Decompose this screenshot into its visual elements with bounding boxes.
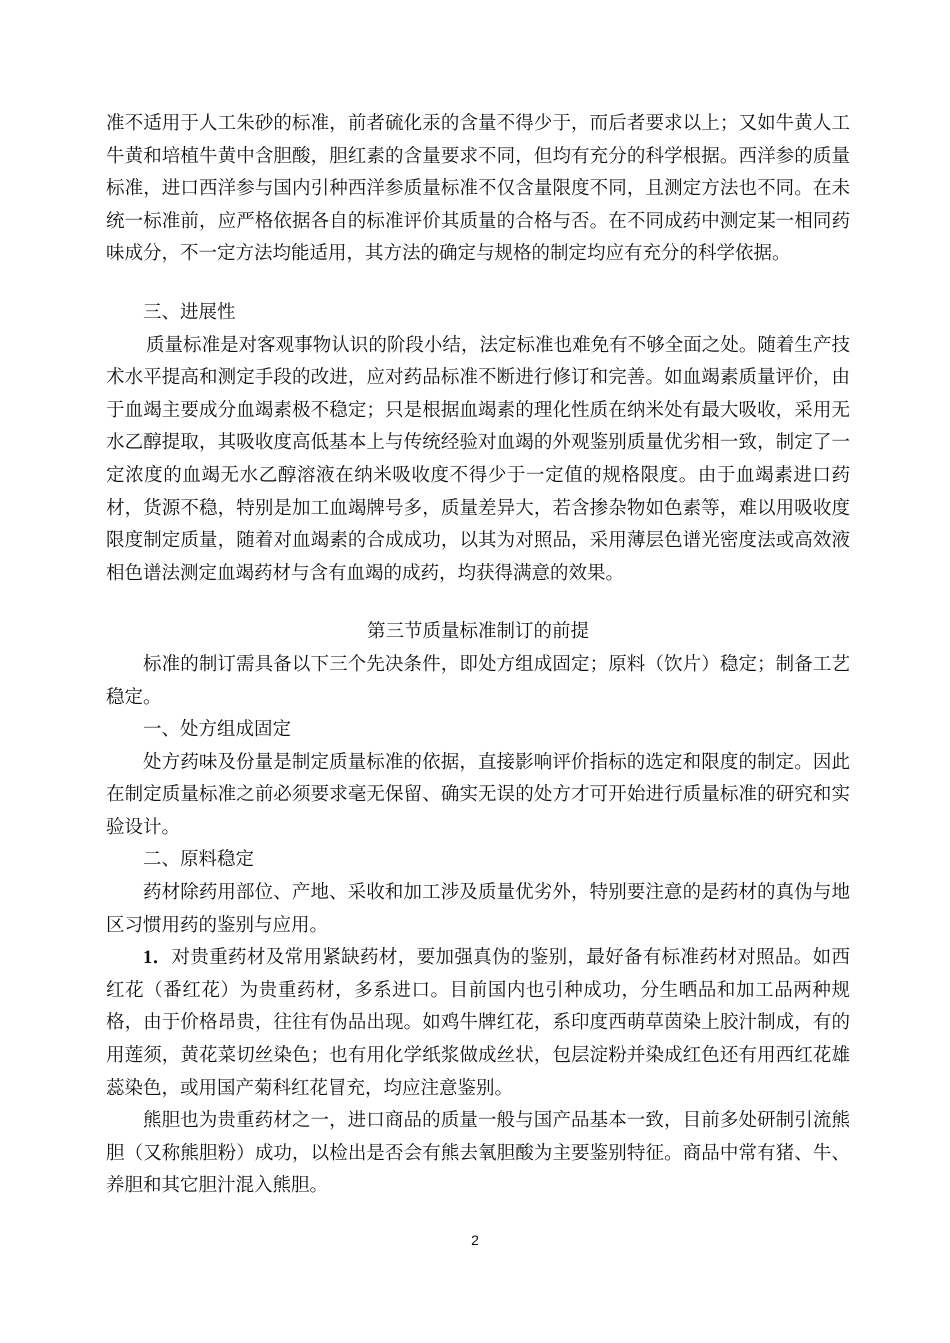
paragraph-raw-material: 药材除药用部位、产地、采收和加工涉及质量优劣外，特别要注意的是药材的真伪与地区习惯用药的鉴别与应用。 bbox=[106, 882, 850, 936]
paragraph-prescription: 处方药味及份量是制定质量标准的依据，直接影响评价指标的选定和限度的制定。因此在制定质量标准之前必须要求毫无保留、确实无误的处方才可开始进行质量标准的研究和实验设计。 bbox=[106, 751, 850, 838]
paragraph-continued: 准不适用于人工朱砂的标准，前者硫化汞的含量不得少于，而后者要求以上；又如牛黄人工牛黄和培植牛黄中含胆酸，胆红素的含量要求不同，但均有充分的科学根据。西洋参的质量标准，进口西洋参与国内引种西洋参质量标准不仅含量限度不同，且测定方法也不同。在未统一标准前，应严格依据各自的标准评价其质量的合格与否。在不同成药中测定某一相同药味成分，不一定方法均能适用，其方法的确定与规格的制定均应有充分的科学依据。 bbox=[106, 113, 850, 265]
page-body bbox=[106, 108, 850, 1203]
paragraph-progress: 质量标准是对客观事物认识的阶段小结，法定标准也难免有不够全面之处。随着生产技术水平提高和测定手段的改进，应对药品标准不断进行修订和完善。如血竭素质量评价，由于血竭主要成分血竭素极不稳定；只是根据血竭素的理化性质在纳米处有最大吸收，采用无水乙醇提取，其吸收度高低基本上与传统经验对血竭的外观鉴别质量优劣相一致，制定了一定浓度的血竭无水乙醇溶液在纳米吸收度不得少于一定值的规格限度。由于血竭素进口药材，货源不稳，特别是加工血竭牌号多，质量差异大，若含掺杂物如色素等，难以用吸收度限度制定质量，随着对血竭素的合成成功，以其为对照品，采用薄层色谱光密度法或高效液相色谱法测定血竭药材与含有血竭的成药，均获得满意的效果。 bbox=[106, 334, 850, 584]
page-number: 2 bbox=[471, 1232, 479, 1248]
heading-raw-material: 二、原料稳定 bbox=[143, 849, 255, 871]
heading-prescription: 一、处方组成固定 bbox=[143, 719, 292, 741]
paragraph-bear-bile: 熊胆也为贵重药材之一，进口商品的质量一般与国产品基本一致，目前多处研制引流熊胆（又称熊胆粉）成功，以检出是否会有熊去氧胆酸为主要鉴别特征。商品中常有猪、牛、养胆和其它胆汁混入熊胆。 bbox=[106, 1110, 850, 1197]
paragraph-precious-herbs bbox=[106, 942, 850, 1105]
section-title: 第三节质量标准制订的前提 bbox=[366, 621, 589, 643]
paragraph-precious-herbs-text: 对贵重药材及常用紧缺药材，要加强真伪的鉴别，最好备有标准药材对照品。如西红花（番红花）为贵重药材，多系进口。目前国内也引种成功，分生晒品和加工品两种规格，由于价格昂贵，往往有伪品出现。如鸡牛牌红花，系印度西萌草茵染上胶汁制成，有的用莲须，黄花菜切丝染色；也有用化学纸浆做成丝状，包层淀粉并染成红色还有用西红花雄蕊染色，或用国产菊科红花冒充，均应注意鉴别。 bbox=[106, 947, 850, 1099]
heading-progress: 三、进展性 bbox=[143, 301, 236, 323]
list-number: 1． bbox=[143, 948, 172, 969]
paragraph-prerequisites: 标准的制订需具备以下三个先决条件，即处方组成固定；原料（饮片）稳定；制备工艺稳定。 bbox=[106, 653, 850, 708]
